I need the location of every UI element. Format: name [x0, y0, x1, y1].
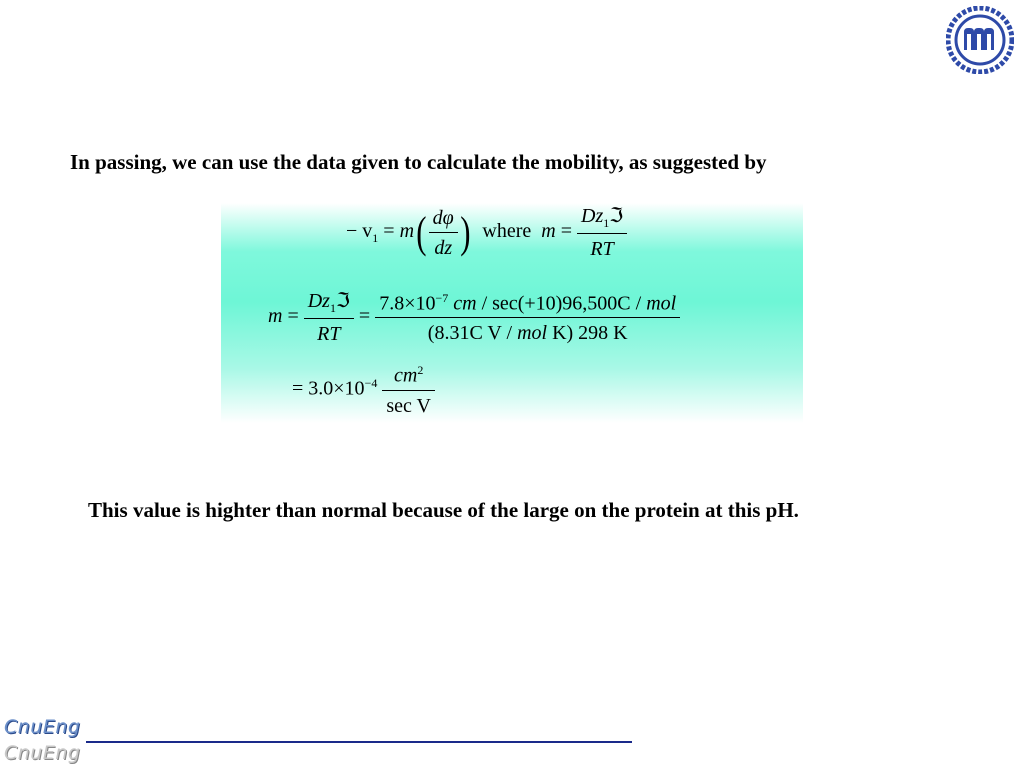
footer-logo [4, 716, 94, 768]
eq2-rt: RT [317, 323, 341, 345]
eq1-right-paren: ) [459, 207, 471, 257]
footer-divider [86, 741, 632, 743]
eq1-faraday: ℑ [609, 205, 624, 227]
eq2-num-rest: / sec(+10)96,500C / [481, 292, 647, 315]
eq3-exp: −4 [364, 375, 378, 390]
eq2-dz1: Dz [307, 290, 330, 312]
eq2-value-fraction [375, 292, 680, 344]
equation-1 [346, 206, 627, 259]
eq2-num-mol: mol [646, 292, 677, 315]
eq2-den-a: (8.31C V / [427, 322, 518, 345]
footer-logo-text-1: CnuEng [4, 716, 81, 738]
eq1-rt: RT [590, 238, 614, 260]
eq2-equals2: = [353, 305, 376, 328]
eq2-equals: = [282, 305, 304, 328]
eq1-derivative [429, 208, 458, 258]
eq1-dz1: Dz [581, 205, 604, 227]
eq1-left-paren: ( [416, 207, 427, 257]
eq1-minus-v: − v [346, 220, 373, 243]
eq3-units-fraction [382, 364, 435, 416]
eq2-num-cm: cm [453, 292, 477, 315]
intro-text: In passing, we can use the data given to calculate the mobility, as suggested by [70, 150, 767, 174]
eq3-prefix: = 3.0×10 [292, 377, 365, 400]
eq2-mobility-fraction [304, 291, 354, 344]
eq1-v-sub: 1 [372, 231, 379, 246]
eq2-numerator: 7.8×10 [379, 292, 436, 315]
eq1-equals2: = [555, 220, 577, 243]
eq1-m: m [399, 220, 415, 243]
eq3-units: sec V [386, 394, 431, 417]
eq1-dphi: dφ [429, 208, 458, 233]
eq1-m2: m [541, 220, 556, 243]
eq1-dz: dz [434, 236, 453, 259]
footer-logo-text-2: CnuEng [4, 742, 81, 764]
eq2-den-mol: mol [517, 322, 548, 345]
eq2-faraday: ℑ [335, 290, 350, 312]
eq3-cm: cm [393, 364, 418, 387]
eq2-dz1-sub: 1 [329, 301, 336, 315]
eq1-dz1-sub: 1 [603, 216, 610, 230]
university-seal-icon [946, 6, 1014, 74]
eq1-equals: = [383, 220, 400, 243]
eq1-where: where [482, 220, 532, 243]
conclusion-text: This value is highter than normal because of the large on the protein at this pH. [88, 498, 799, 522]
eq2-den-b: K) 298 K [547, 322, 628, 345]
eq3-cm-exp: 2 [417, 363, 424, 377]
eq2-m: m [268, 305, 283, 328]
eq2-num-exp: −7 [435, 290, 449, 305]
eq1-mobility-fraction [577, 206, 627, 259]
equation-3 [292, 364, 435, 416]
equation-2 [268, 291, 680, 344]
